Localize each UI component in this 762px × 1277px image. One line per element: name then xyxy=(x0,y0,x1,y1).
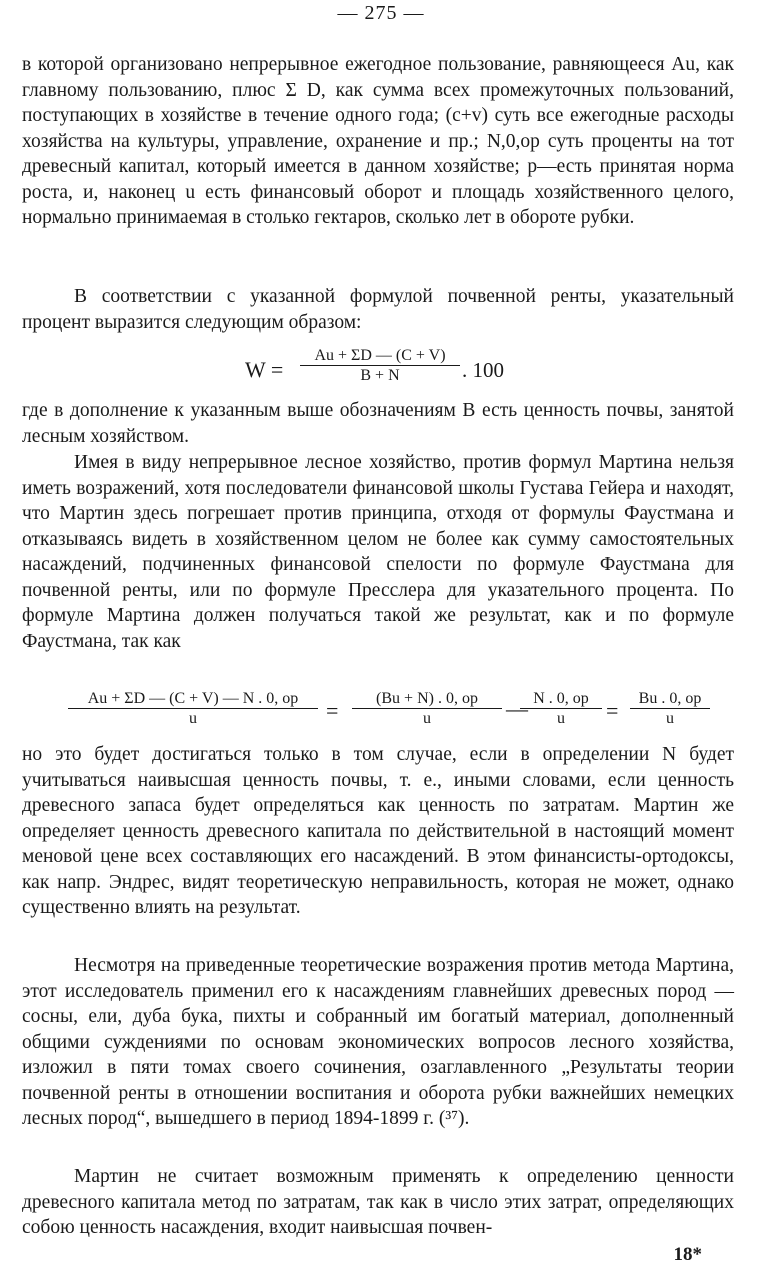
formula2-f4-numerator: Bu . 0, op xyxy=(630,690,710,709)
paragraph-3: где в дополнение к указанным выше обозначениям B есть ценность почвы, занятой лесным хозяйством. xyxy=(22,400,734,447)
formula1-denominator: B + N xyxy=(360,367,400,384)
page-number: — 275 — xyxy=(337,2,425,24)
paragraph-2: В соответствии с указанной формулой почвенной ренты, указательный процент выразится следующим образом: xyxy=(22,286,734,333)
paragraph-6: Несмотря на приведенные теоретические возражения против метода Мартина, этот исследователь применил его к насаждениям главнейших древесных пород — сосны, ели, дуба бука, пихты и собранный им богатый материал, дополненный общими суждениями по основам экономических вопросов лесного хозяйства, изложил в пяти томах своего сочинения, озаглавленного „Результаты теории почвенной ренты в отношении воспитания и оборота рубки важнейших немецких лесных пород“, вышедшего в период 1894-1899 г. (³⁷). xyxy=(22,955,734,1129)
formula1-fraction xyxy=(300,347,460,386)
formula1-tail: . 100 xyxy=(462,358,504,382)
formula2-f3-denominator: u xyxy=(557,710,565,727)
formula2-fraction-4 xyxy=(630,690,710,729)
paragraph-5: но это будет достигаться только в том случае, если в определении N будет учитываться наивысшая ценность почвы, т. е., иными словами, если ценность древесного запаса будет определяться как ценность по затратам. Мартин же определяет ценность древесного капитала по действительной в настоящий момент меновой цене всех составляющих его насаждений. В этом финансисты-ортодоксы, как напр. Эндрес, видят теоретическую неправильность, которая не может, однако существенно влиять на результат. xyxy=(22,744,734,918)
index-percent-formula xyxy=(0,345,762,391)
formula2-f2-denominator: u xyxy=(423,710,431,727)
martin-faustmann-equation xyxy=(0,688,762,736)
paragraph-2-container xyxy=(22,284,734,335)
paragraph-3-container xyxy=(22,398,734,449)
paragraph-1-container xyxy=(22,52,734,231)
formula2-fraction-2 xyxy=(352,690,502,729)
formula2-fraction-3 xyxy=(520,690,602,729)
formula2-equals-1: = xyxy=(326,698,339,723)
paragraph-5-container xyxy=(22,742,734,921)
formula2-minus: — xyxy=(506,696,528,721)
formula2-f1-numerator: Au + ΣD — (C + V) — N . 0, op xyxy=(68,690,318,709)
paragraph-4: Имея в виду непрерывное лесное хозяйство, против формул Мартина нельзя иметь возражений, хотя последователи финансовой школы Густава Гейера и находят, что Мартин здесь погрешает против принципа, отходя от формулы Фаустмана и отказываясь видеть в хозяйственном целом не более как сумму самостоятельных насаждений, подчиненных финансовой спелости по формуле Фаустмана для почвенной ренты, или по формуле Пресслера для указательного процента. По формуле Мартина должен получаться такой же результат, как и по формуле Фаустмана, так как xyxy=(22,452,734,652)
formula1-numerator: Au + ΣD — (C + V) xyxy=(300,347,460,366)
formula2-f4-denominator: u xyxy=(666,710,674,727)
formula2-equals-2: = xyxy=(606,698,619,723)
paragraph-7: Мартин не считает возможным применять к определению ценности древесного капитала метод по затратам, так как в число этих затрат, определяющих собою ценность насаждения, входит наивысшая почвен- xyxy=(22,1166,734,1238)
paragraph-4-container xyxy=(22,450,734,654)
paragraph-1: в которой организовано непрерывное ежегодное пользование, равняющееся Au, как главному пользованию, плюс Σ D, как сумма всех промежуточных пользований, поступающих в хозяйстве в течение одного года; (c+v) суть все ежегодные расходы хозяйства на культуры, управление, охранение и пр.; N,0,op суть проценты на тот древесный капитал, который имеется в данном хозяйстве; p—есть принятая норма роста, и, наконец u есть финансовый оборот и площадь хозяйственного целого, нормально принимаемая в столько гектаров, сколько лет в обороте рубки. xyxy=(22,54,734,228)
formula2-f3-numerator: N . 0, op xyxy=(520,690,602,709)
formula2-f2-numerator: (Bu + N) . 0, op xyxy=(352,690,502,709)
printer-signature: 18* xyxy=(673,1244,702,1265)
formula1-lhs: W = xyxy=(245,357,284,382)
paragraph-7-container xyxy=(22,1164,734,1241)
formula2-fraction-1 xyxy=(68,690,318,729)
formula2-f1-denominator: u xyxy=(189,710,197,727)
paragraph-6-container xyxy=(22,953,734,1132)
